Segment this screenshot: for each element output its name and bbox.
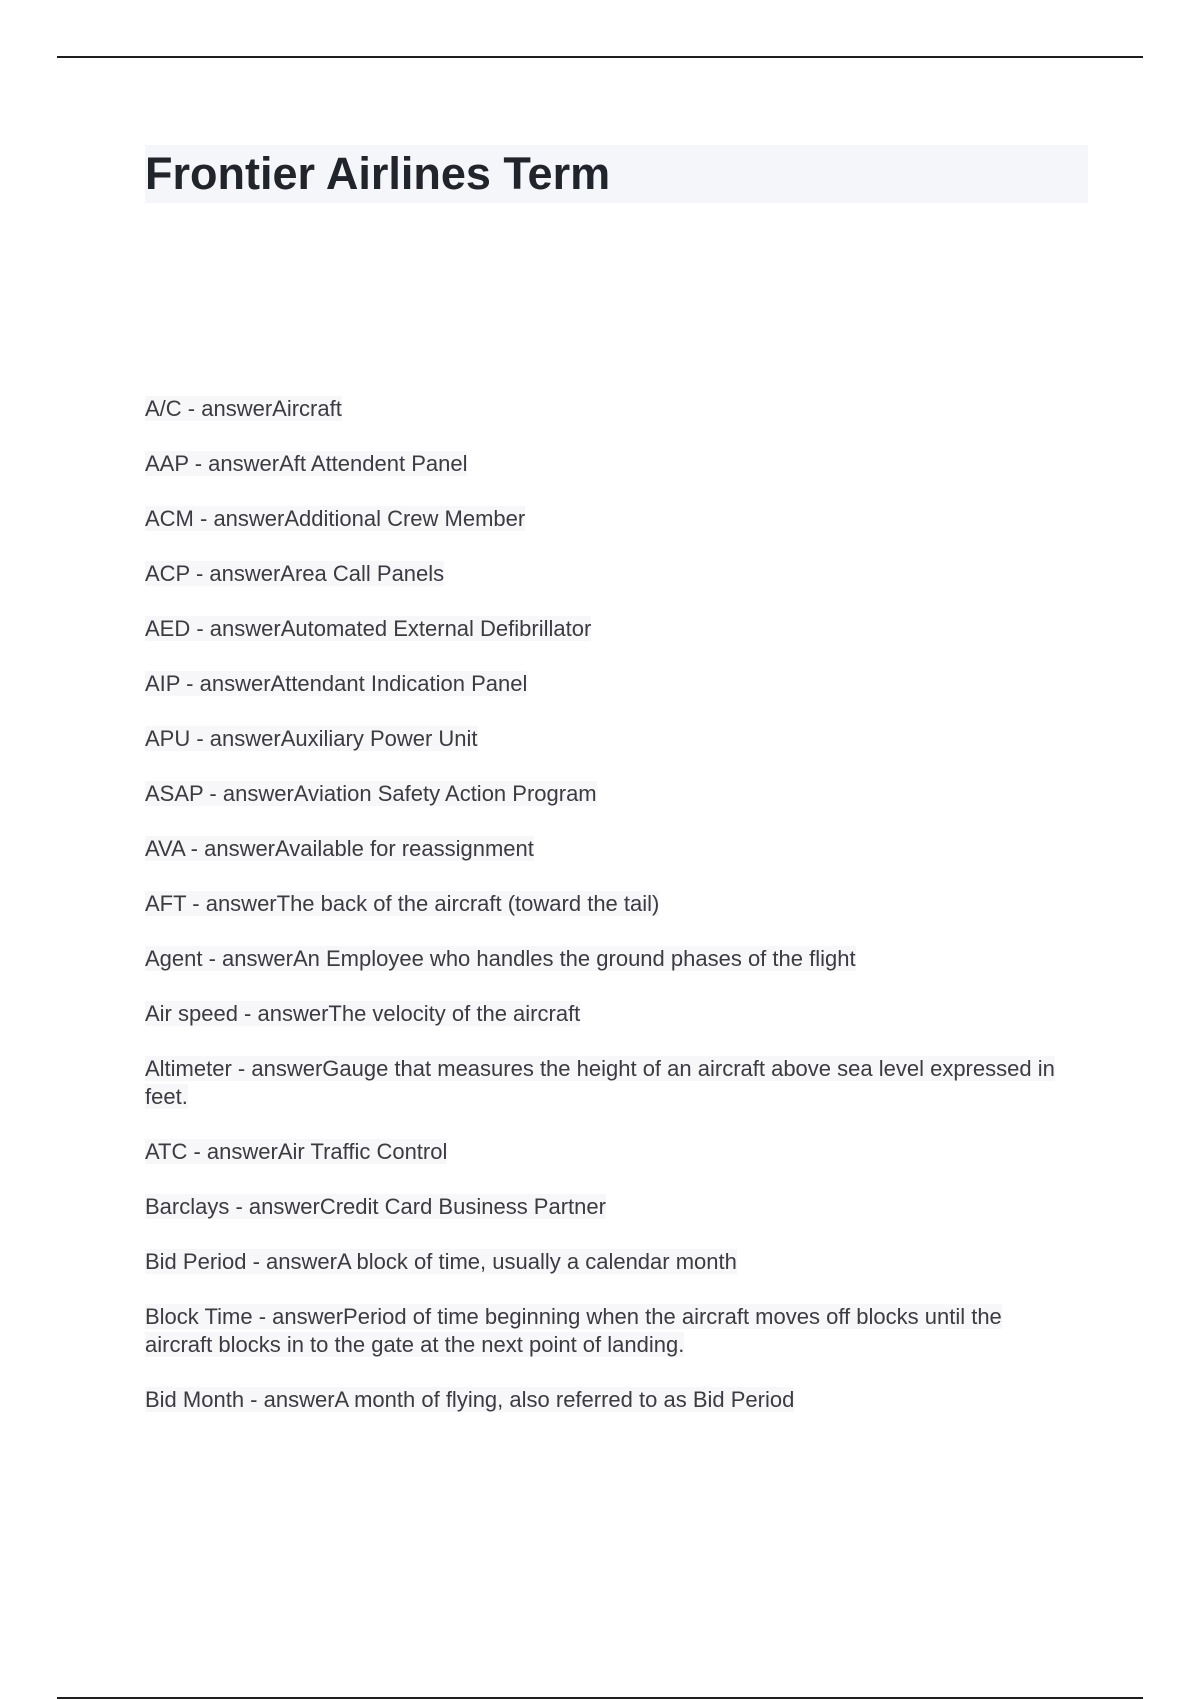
term-text: AVA - answerAvailable for reassignment <box>145 836 534 861</box>
term-list <box>145 395 1075 1441</box>
term-text: ACP - answerArea Call Panels <box>145 561 445 586</box>
term-text: ASAP - answerAviation Safety Action Program <box>145 781 597 806</box>
term-item <box>145 1138 1075 1166</box>
term-text: ACM - answerAdditional Crew Member <box>145 506 526 531</box>
term-item <box>145 450 1075 478</box>
term-item <box>145 1000 1075 1028</box>
term-text: Barclays - answerCredit Card Business Partner <box>145 1194 606 1219</box>
page-title: Frontier Airlines Term <box>145 148 611 199</box>
term-text: Air speed - answerThe velocity of the aircraft <box>145 1001 581 1026</box>
term-text: Bid Month - answerA month of flying, also referred to as Bid Period <box>145 1387 795 1412</box>
term-item <box>145 890 1075 918</box>
term-item <box>145 945 1075 973</box>
term-item <box>145 835 1075 863</box>
term-text: AAP - answerAft Attendent Panel <box>145 451 468 476</box>
term-text: A/C - answerAircraft <box>145 396 342 421</box>
term-item <box>145 725 1075 753</box>
term-text: Altimeter - answerGauge that measures the height of an aircraft above sea level expressed in feet. <box>145 1056 1055 1109</box>
term-text: ATC - answerAir Traffic Control <box>145 1139 448 1164</box>
term-item <box>145 615 1075 643</box>
term-text: Agent - answerAn Employee who handles the ground phases of the flight <box>145 946 856 971</box>
term-item <box>145 1248 1075 1276</box>
term-item <box>145 1193 1075 1221</box>
term-text: AFT - answerThe back of the aircraft (toward the tail) <box>145 891 660 916</box>
term-item <box>145 1386 1075 1414</box>
bottom-rule <box>57 1697 1143 1699</box>
term-item <box>145 560 1075 588</box>
term-item <box>145 505 1075 533</box>
term-text: APU - answerAuxiliary Power Unit <box>145 726 478 751</box>
term-text: Bid Period - answerA block of time, usually a calendar month <box>145 1249 737 1274</box>
term-text: Block Time - answerPeriod of time beginning when the aircraft moves off blocks until the aircraft blocks in to the gate at the next point of landing. <box>145 1304 1002 1357</box>
term-item <box>145 395 1075 423</box>
term-item <box>145 1303 1075 1359</box>
term-item <box>145 1055 1075 1111</box>
term-item <box>145 780 1075 808</box>
top-rule <box>57 56 1143 58</box>
term-item <box>145 670 1075 698</box>
term-text: AED - answerAutomated External Defibrillator <box>145 616 592 641</box>
term-text: AIP - answerAttendant Indication Panel <box>145 671 528 696</box>
